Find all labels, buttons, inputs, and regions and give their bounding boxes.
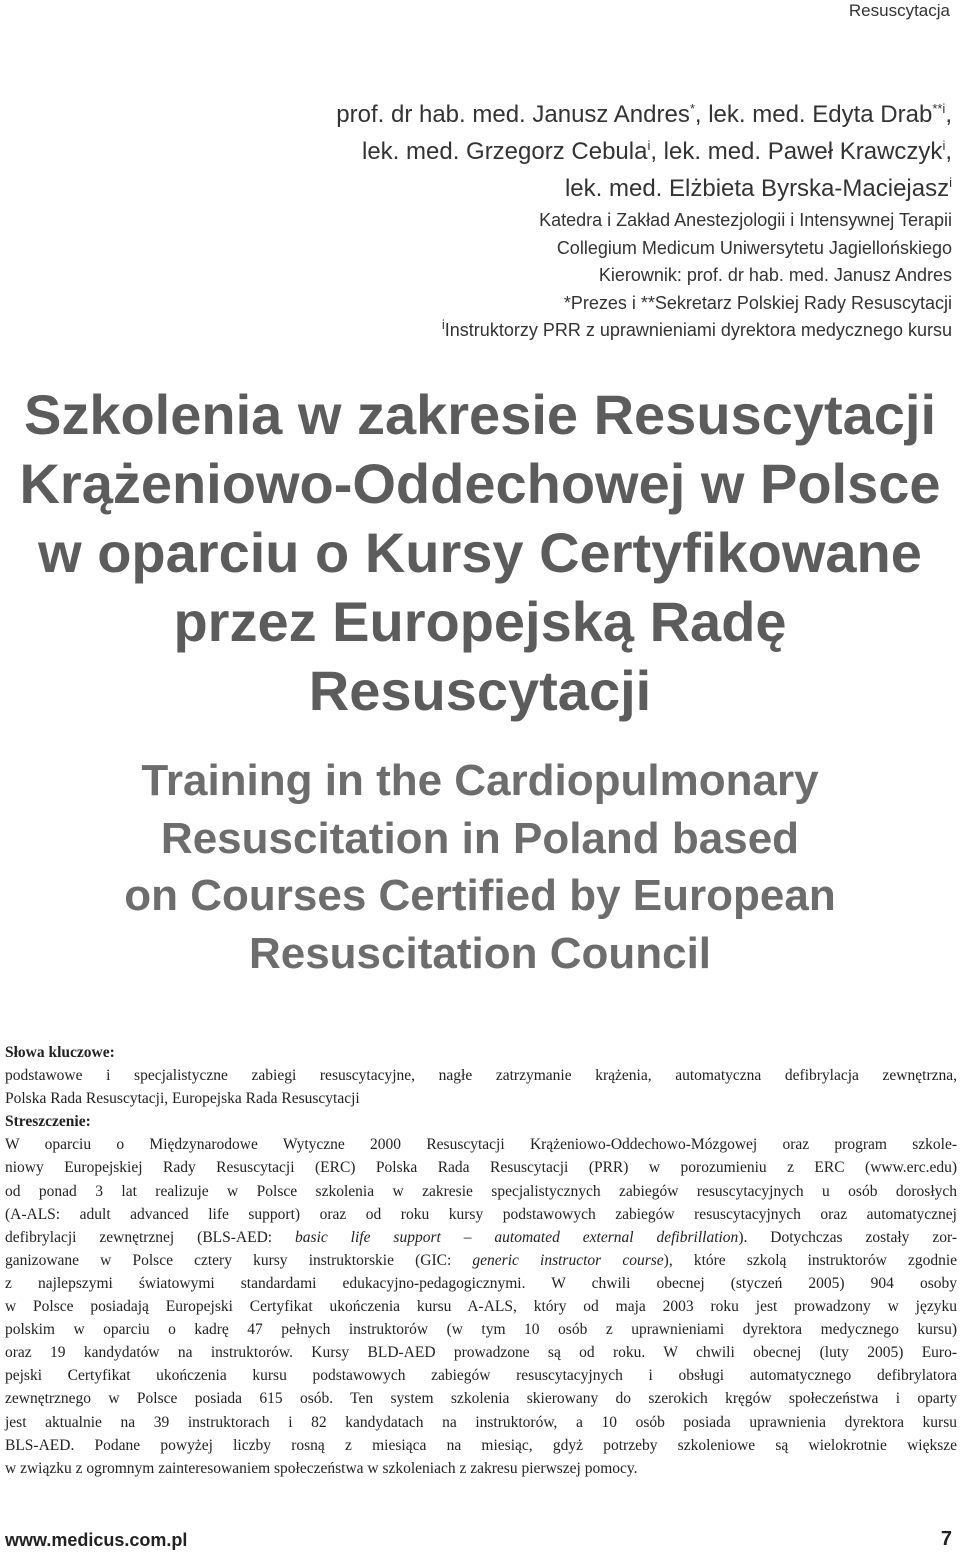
abstract-line: niowy Europejskiej Rady Resuscytacji (ERC) Polska Rada Resuscytacji (PRR) w porozumieniu z ERC (www.erc.edu)	[5, 1159, 957, 1177]
separator: ,	[945, 138, 952, 165]
title-line: Resuscytacji	[308, 659, 652, 722]
abstract-italic: generic instructor course	[472, 1251, 664, 1269]
title-line: w oparciu o Kursy Certyfikowane	[38, 521, 922, 584]
affiliation-line: Katedra i Zakład Anestezjologii i Intensywnej Terapii	[539, 210, 952, 230]
keywords-text: podstawowe i specjalistyczne zabiegi resuscytacyjne, nagłe zatrzymanie krążenia, automatyczna defibrylacja zewnętrzna,	[5, 1067, 957, 1085]
abstract-line: pejski Certyfikat ukończenia kursu podstawowych zabiegów resuscytacyjnych i obsługi automatycznego defibrylatora	[5, 1367, 957, 1385]
affiliation-line	[52, 317, 952, 345]
title-line: Resuscitation in Poland based	[160, 813, 800, 863]
abstract-line	[5, 1249, 957, 1272]
abstract-line: BLS-AED. Podane powyżej liczby rosną z miesiąca na miesiąc, gdyż potrzeby szkoleniowe są wielokrotnie większe	[5, 1436, 957, 1454]
abstract-text: defibrylacji zewnętrznej (BLS-AED:	[5, 1228, 296, 1246]
author-mark: **i	[932, 101, 946, 116]
affiliation-line: Collegium Medicum Uniwersytetu Jagiellońskiego	[556, 237, 952, 258]
author-mark: i	[949, 175, 952, 190]
running-head: Resuscytacja	[848, 1, 950, 20]
affiliation-line: *Prezes i **Sekretarz Polskiej Rady Resuscytacji	[563, 292, 952, 313]
author-name: , lek. med. Paweł Krawczyk	[650, 138, 943, 165]
title-line: on Courses Certified by European	[124, 871, 836, 920]
author-name: , lek. med. Edyta Drab	[694, 101, 933, 128]
title-line: Resuscitation Council	[248, 928, 712, 978]
abstract-italic: basic life support – automated external defibrillation	[295, 1228, 739, 1246]
affiliation-line: Kierownik: prof. dr hab. med. Janusz Andres	[598, 265, 952, 285]
author-line-2	[52, 133, 952, 170]
abstract-section	[5, 1041, 957, 1480]
separator: ,	[945, 101, 952, 128]
author-mark: i	[647, 138, 651, 153]
title-line: Training in the Cardiopulmonary	[141, 756, 819, 805]
abstract-line: z najlepszymi światowymi standardami edukacyjno-pedagogicznymi. W chwili obecnej (styczeń 2005) 904 osoby	[5, 1274, 957, 1292]
title-english	[0, 752, 960, 982]
affiliation-text: Instruktorzy PRR z uprawnieniami dyrektora medycznego kursu	[444, 320, 952, 340]
abstract-line: w Polsce posiadają Europejski Certyfikat ukończenia kursu A-ALS, który od maja 2003 roku jest prowadzony w języku	[5, 1298, 957, 1316]
author-name: lek. med. Elżbieta Byrska-Maciejasz	[564, 175, 950, 202]
author-name: lek. med. Grzegorz Cebula	[361, 138, 648, 165]
page-number: 7	[940, 1528, 952, 1550]
abstract-text: ). Dotychczas zostały zor-	[738, 1228, 958, 1246]
abstract-line: oraz 19 kandydatów na instruktorów. Kursy BLD-AED prowadzone są od roku. W chwili obecnej (luty 2005) Euro-	[5, 1344, 957, 1362]
abstract-text: ganizowane w Polsce cztery kursy instruktorskie (GIC:	[5, 1251, 473, 1269]
abstract-line	[5, 1226, 957, 1249]
abstract-line: zewnętrznego w Polsce posiada 615 osób. Ten system szkolenia skierowany do szerokich kręgów społeczeństwa i oparty	[5, 1390, 957, 1408]
affiliation-mark: i	[441, 317, 445, 332]
author-line-1	[52, 96, 952, 133]
abstract-line: polskim w oparciu o kadrę 47 pełnych instruktorów (w tym 10 osób z uprawnieniami dyrektora medycznego kursu)	[5, 1321, 957, 1339]
abstract-line: od ponad 3 lat realizuje w Polsce szkolenia w zakresie specjalistycznych zabiegów resuscytacyjnych u osób dorosłych	[5, 1182, 957, 1200]
abstract-line: (A-ALS: adult advanced life support) oraz od roku kursy podstawowych zabiegów resuscytacyjnych oraz automatycznej	[5, 1205, 957, 1223]
abstract-text: ), które szkolą instruktorów zgodnie	[663, 1251, 958, 1269]
abstract-line: jest aktualnie na 39 instruktorach i 82 kandydatach na instruktorów, a 10 osób posiada uprawnienia dyrektora kursu	[5, 1413, 957, 1431]
author-mark: *	[689, 101, 695, 116]
abstract-line: w związku z ogromnym zainteresowaniem społeczeństwa w szkoleniach z zakresu pierwszej pomocy.	[5, 1459, 638, 1477]
title-line: Szkolenia w zakresie Resuscytacji	[23, 383, 937, 446]
footer-url: www.medicus.com.pl	[5, 1530, 188, 1550]
author-line-3	[52, 170, 952, 207]
title-line: przez Europejską Radę	[173, 590, 787, 653]
author-block	[52, 96, 952, 345]
keywords-text: Polska Rada Resuscytacji, Europejska Rada Resuscytacji	[5, 1090, 360, 1108]
title-line: Krążeniowo-Oddechowej w Polsce	[19, 452, 941, 515]
abstract-label: Streszczenie:	[5, 1113, 91, 1131]
abstract-line: W oparciu o Międzynarodowe Wytyczne 2000 Resuscytacji Krążeniowo-Oddechowo-Mózgowej oraz program szkole-	[5, 1136, 957, 1154]
author-name: prof. dr hab. med. Janusz Andres	[336, 101, 690, 128]
title-polish	[0, 380, 960, 725]
keywords-label: Słowa kluczowe:	[5, 1044, 115, 1061]
author-mark: i	[942, 138, 946, 153]
